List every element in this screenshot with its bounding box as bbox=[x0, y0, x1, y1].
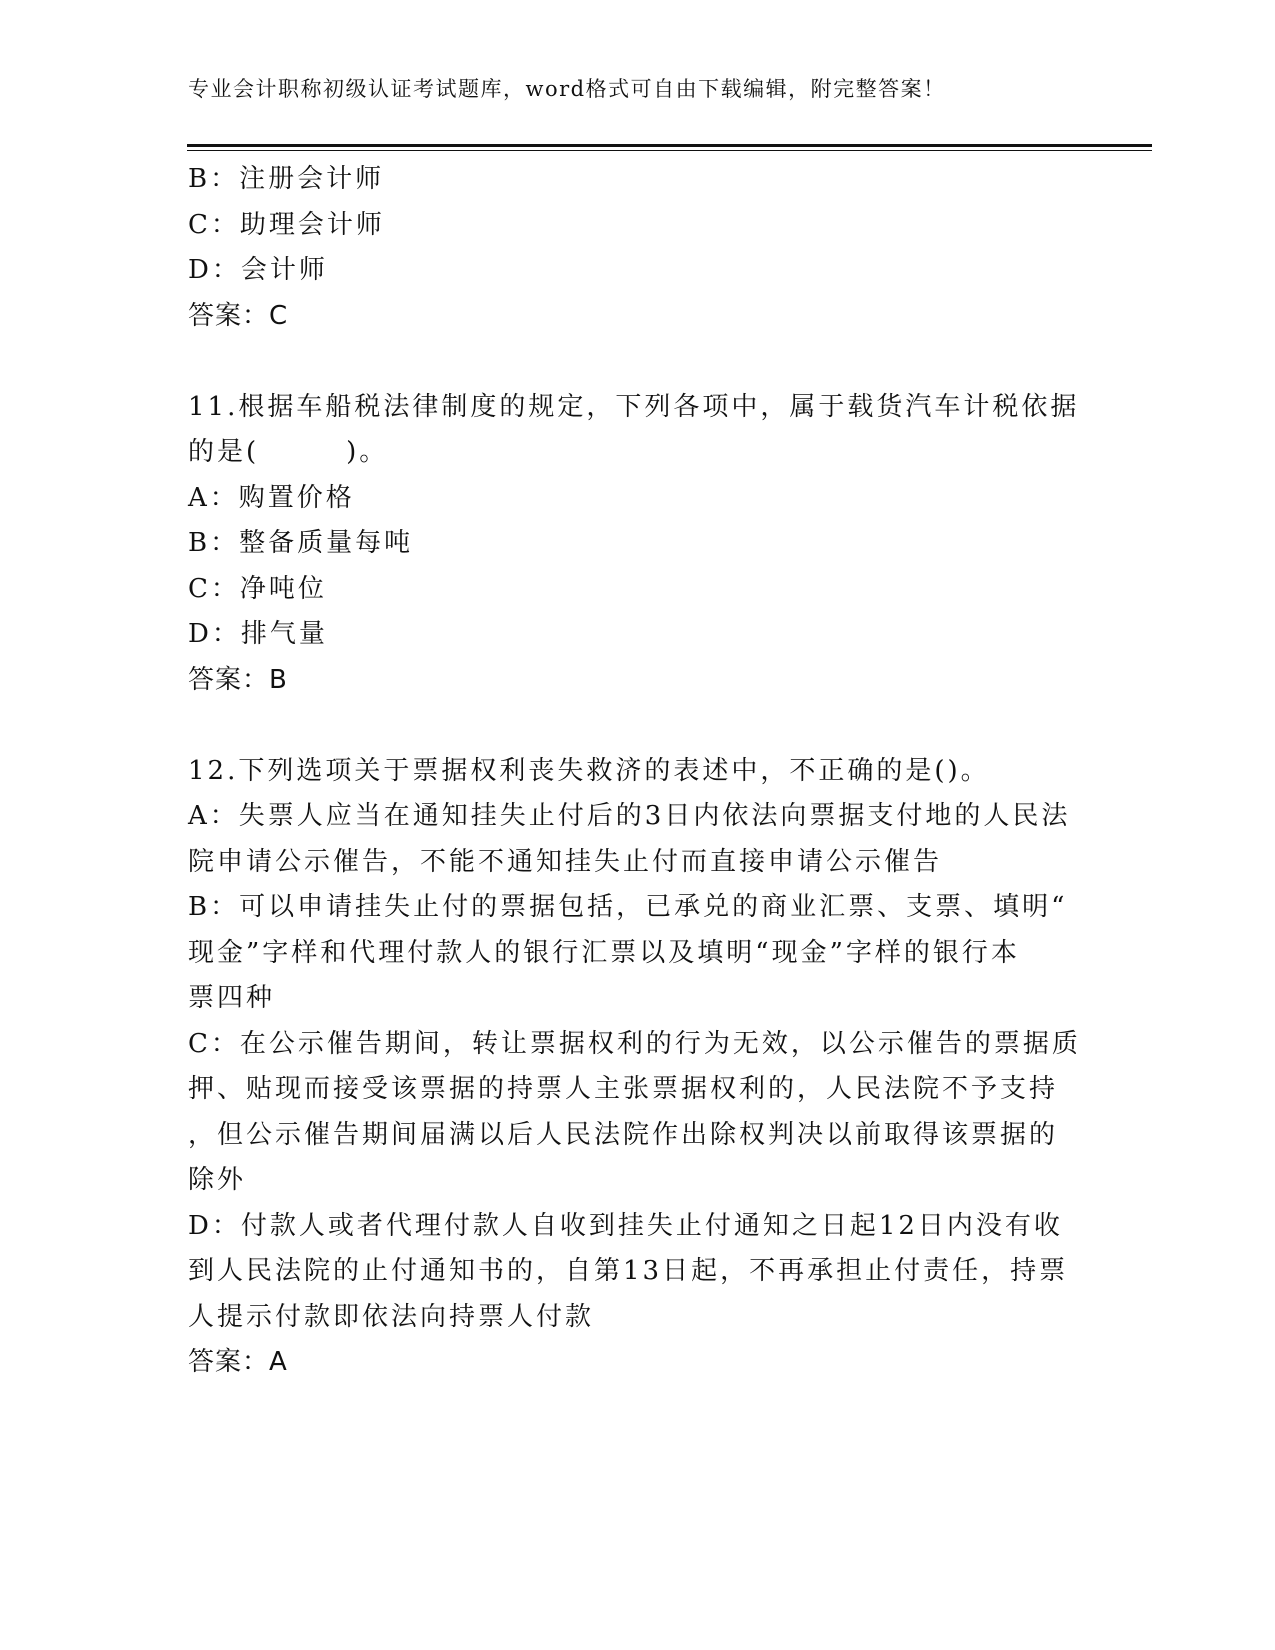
header-divider bbox=[187, 144, 1152, 147]
answer-line: 答案：A bbox=[188, 1347, 288, 1377]
question-stem: 12.下列选项关于票据权利丧失救济的表述中，不正确的是()。 bbox=[188, 755, 990, 786]
option-a: A：失票人应当在通知挂失止付后的3日内依法向票据支付地的人民法 bbox=[188, 801, 1071, 831]
option-c-continued: 除外 bbox=[188, 1165, 247, 1195]
option-a-continued: 院申请公示催告，不能不通知挂失止付而直接申请公示催告 bbox=[188, 846, 943, 877]
question-11 bbox=[188, 385, 1078, 704]
answer-line: 答案：C bbox=[188, 300, 289, 331]
question-stem: 11.根据车船税法律制度的规定，下列各项中，属于载货汽车计税依据 bbox=[188, 391, 1080, 422]
option-c-continued: ，但公示催告期间届满以后人民法院作出除权判决以前取得该票据的 bbox=[188, 1119, 1059, 1150]
option-a: A：购置价格 bbox=[188, 482, 355, 513]
option-d: D：排气量 bbox=[188, 619, 328, 649]
answer-line: 答案：B bbox=[188, 664, 288, 695]
option-b-continued: 现金”字样和代理付款人的银行汇票以及填明“现金”字样的银行本 bbox=[188, 937, 1020, 968]
question-10-tail bbox=[188, 157, 1078, 339]
question-stem-continued: 的是( )。 bbox=[188, 437, 389, 467]
option-d-continued: 到人民法院的止付通知书的，自第13日起，不再承担止付责任，持票 bbox=[188, 1256, 1069, 1286]
option-b: B：注册会计师 bbox=[188, 164, 385, 194]
question-12 bbox=[188, 749, 1081, 1386]
option-b: B：整备质量每吨 bbox=[188, 528, 414, 558]
option-c: C：助理会计师 bbox=[188, 209, 385, 240]
spacer bbox=[188, 339, 1078, 385]
option-c: C：在公示催告期间，转让票据权利的行为无效，以公示催告的票据质 bbox=[188, 1028, 1081, 1059]
option-c-continued: 押、贴现而接受该票据的持票人主张票据权利的，人民法院不予支持 bbox=[188, 1074, 1059, 1104]
option-d-continued: 人提示付款即依法向持票人付款 bbox=[188, 1301, 595, 1332]
document-body bbox=[188, 157, 1081, 1386]
page-header: 专业会计职称初级认证考试题库，word格式可自由下载编辑，附完整答案！ bbox=[188, 77, 946, 101]
option-b: B：可以申请挂失止付的票据包括，已承兑的商业汇票、支票、填明“ bbox=[188, 892, 1068, 922]
option-b-continued: 票四种 bbox=[188, 983, 276, 1013]
option-d: D：会计师 bbox=[188, 255, 328, 285]
option-d: D：付款人或者代理付款人自收到挂失止付通知之日起12日内没有收 bbox=[188, 1210, 1063, 1241]
option-c: C：净吨位 bbox=[188, 573, 327, 604]
spacer bbox=[188, 703, 1078, 749]
